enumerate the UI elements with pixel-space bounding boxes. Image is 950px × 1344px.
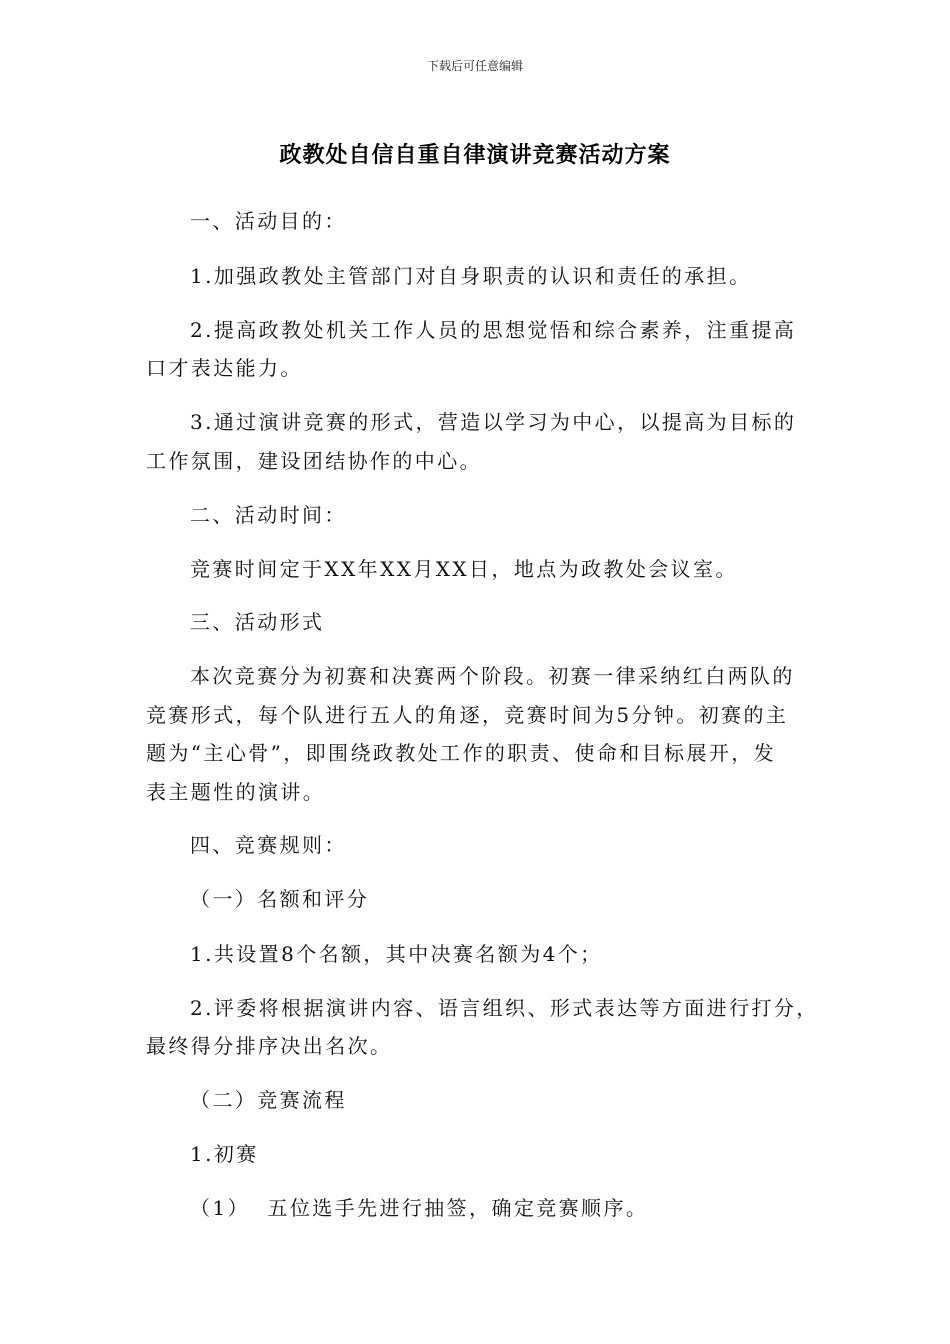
document-title: 政教处自信自重自律演讲竞赛活动方案 bbox=[279, 143, 671, 168]
paragraph-line: 口才表达能力。 bbox=[146, 356, 303, 380]
section-heading-purpose: 一、活动目的： bbox=[190, 209, 347, 233]
paragraph-line: 2.评委将根据演讲内容、语言组织、形式表达等方面进行打分， bbox=[190, 996, 819, 1020]
paragraph-line: （1） 五位选手先进行抽签，确定竞赛顺序。 bbox=[190, 1196, 649, 1220]
paragraph-line: 竞赛形式，每个队进行五人的角逐，竞赛时间为5分钟。初赛的主 bbox=[146, 703, 789, 727]
paragraph-line: 工作氛围，建设团结协作的中心。 bbox=[146, 449, 482, 473]
paragraph-line: 1.初赛 bbox=[190, 1142, 259, 1166]
paragraph-line: 2.提高政教处机关工作人员的思想觉悟和综合素养，注重提高 bbox=[190, 318, 797, 342]
section-heading-format: 三、活动形式 bbox=[190, 610, 325, 634]
subsection-heading-process: （二）竞赛流程 bbox=[190, 1088, 347, 1112]
paragraph-line: 3.通过演讲竞赛的形式，营造以学习为中心，以提高为目标的 bbox=[190, 410, 797, 434]
section-heading-time: 二、活动时间： bbox=[190, 503, 347, 527]
paragraph-line: 竞赛时间定于XX年XX月XX日，地点为政教处会议室。 bbox=[190, 557, 738, 581]
paragraph-line: 1.加强政教处主管部门对自身职责的认识和责任的承担。 bbox=[190, 264, 752, 288]
paragraph-line: 最终得分排序决出名次。 bbox=[146, 1034, 393, 1058]
subsection-heading-quota: （一）名额和评分 bbox=[190, 887, 370, 911]
paragraph-line: 表主题性的演讲。 bbox=[146, 780, 326, 804]
paragraph-line: 1.共设置8个名额，其中决赛名额为4个； bbox=[190, 942, 603, 966]
section-heading-rules: 四、竞赛规则： bbox=[190, 833, 347, 857]
paragraph-line: 题为“主心骨”，即围绕政教处工作的职责、使命和目标展开，发 bbox=[146, 741, 777, 765]
header-note: 下载后可任意编辑 bbox=[426, 59, 523, 73]
paragraph-line: 本次竞赛分为初赛和决赛两个阶段。初赛一律采纳红白两队的 bbox=[190, 664, 795, 688]
